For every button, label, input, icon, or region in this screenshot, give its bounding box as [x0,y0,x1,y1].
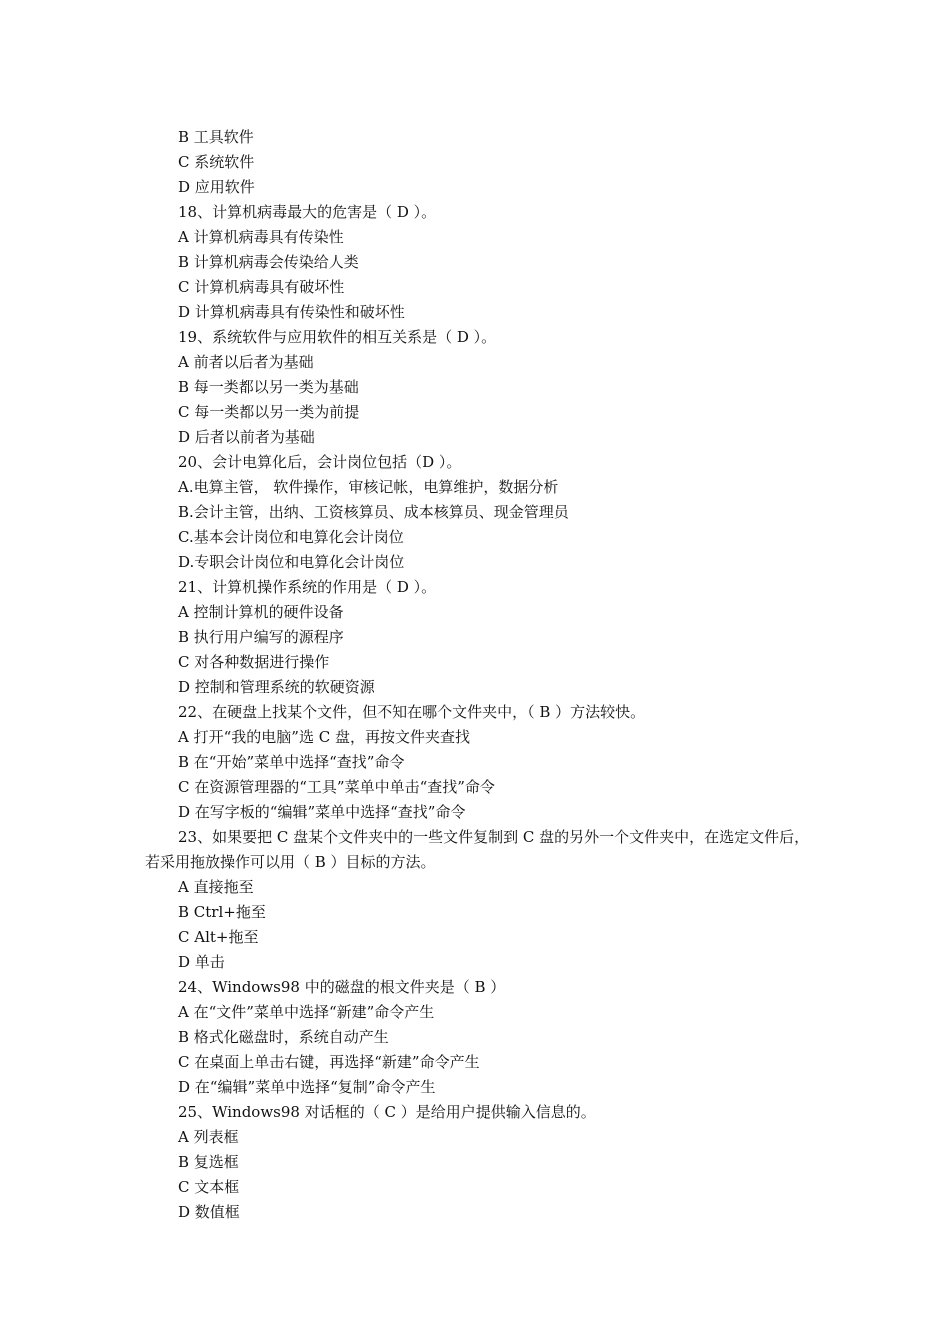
text-line: B 格式化磁盘时，系统自动产生 [178,1028,389,1046]
text-line: D 后者以前者为基础 [178,428,315,446]
text-line: B.会计主管，出纳、工资核算员、成本核算员、现金管理员 [178,503,569,521]
text-line: A 前者以后者为基础 [178,353,314,371]
text-line: B 复选框 [178,1153,239,1171]
text-line: C 系统软件 [178,153,255,171]
text-line: D 应用软件 [178,178,255,196]
text-line: B 每一类都以另一类为基础 [178,378,359,396]
question-line: 21、计算机操作系统的作用是（ D ）。 [178,578,437,596]
text-line: D 在写字板的“编辑”菜单中选择“查找”命令 [178,803,466,821]
text-line: C.基本会计岗位和电算化会计岗位 [178,528,404,546]
text-line: B Ctrl+拖至 [178,903,266,921]
question-line: 25、Windows98 对话框的（ C ）是给用户提供输入信息的。 [178,1103,596,1121]
question-line: 22、在硬盘上找某个文件，但不知在哪个文件夹中，（ B ）方法较快。 [178,703,646,721]
text-line: A 在“文件”菜单中选择“新建”命令产生 [178,1003,435,1021]
text-line: A 计算机病毒具有传染性 [178,228,344,246]
text-line: A 控制计算机的硬件设备 [178,603,344,621]
text-line: B 在“开始”菜单中选择“查找”命令 [178,753,405,771]
text-line: C 计算机病毒具有破坏性 [178,278,345,296]
document-body [145,125,815,1225]
text-line: C 每一类都以另一类为前提 [178,403,360,421]
text-line: A.电算主管， 软件操作，审核记帐，电算维护，数据分析 [178,478,559,496]
text-line: D 计算机病毒具有传染性和破坏性 [178,303,405,321]
text-line: D 单击 [178,953,225,971]
text-line: A 打开“我的电脑”选 C 盘，再按文件夹查找 [178,728,470,746]
question-line: 24、Windows98 中的磁盘的根文件夹是（ B ） [178,978,506,996]
question-line: 18、计算机病毒最大的危害是（ D ）。 [178,203,437,221]
text-line: C 在桌面上单击右键，再选择“新建”命令产生 [178,1053,480,1071]
text-line: D 数值框 [178,1203,240,1221]
text-line: B 执行用户编写的源程序 [178,628,344,646]
text-line: C 文本框 [178,1178,240,1196]
question-line: 23、如果要把 C 盘某个文件夹中的一些文件复制到 C 盘的另外一个文件夹中，在选定文件后，若采用拖放操作可以用（ B ）目标的方法。 [145,828,810,871]
question-line: 20、会计电算化后，会计岗位包括（D ）。 [178,453,462,471]
text-line: B 工具软件 [178,128,254,146]
text-line: A 列表框 [178,1128,239,1146]
text-line: A 直接拖至 [178,878,254,896]
text-line: B 计算机病毒会传染给人类 [178,253,359,271]
text-line: C Alt+拖至 [178,928,259,946]
text-line: D 在“编辑”菜单中选择“复制”命令产生 [178,1078,436,1096]
text-line: D.专职会计岗位和电算化会计岗位 [178,553,405,571]
text-line: C 对各种数据进行操作 [178,653,330,671]
question-line: 19、系统软件与应用软件的相互关系是（ D ）。 [178,328,497,346]
text-line: D 控制和管理系统的软硬资源 [178,678,375,696]
text-line: C 在资源管理器的“工具”菜单中单击“查找”命令 [178,778,495,796]
